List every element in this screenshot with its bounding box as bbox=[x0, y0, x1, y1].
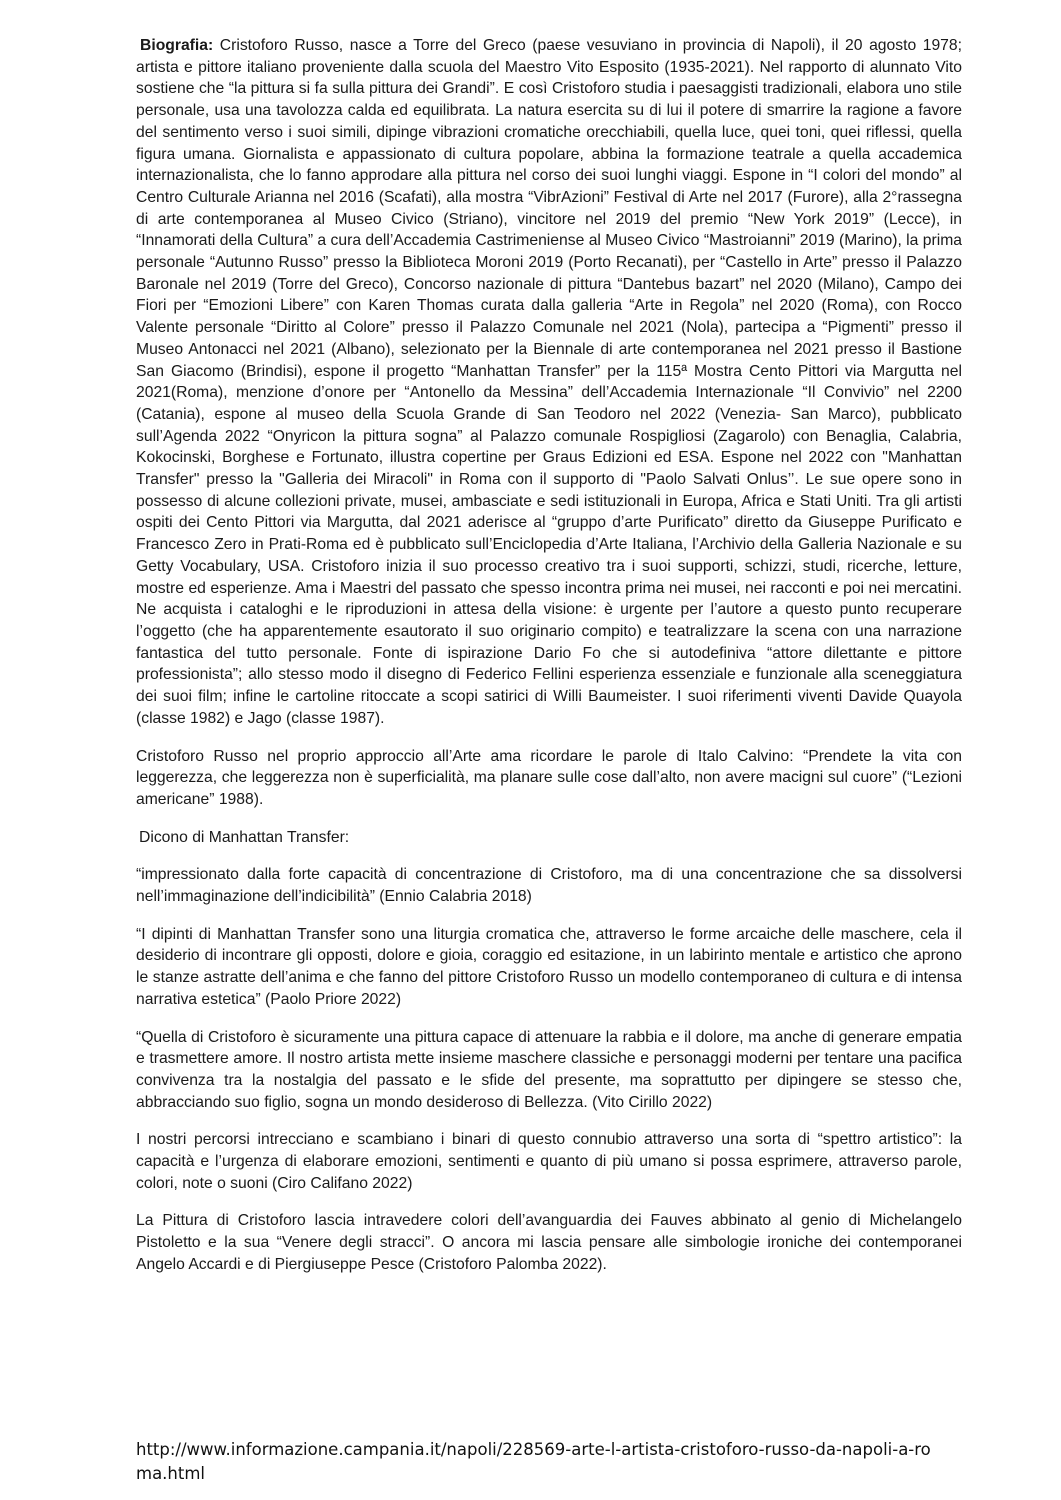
biography-paragraph bbox=[136, 35, 962, 730]
quote-priore: “I dipinti di Manhattan Transfer sono una liturgia cromatica che, attraverso le forme arcaiche delle maschere, cela il desiderio di incontrare gli opposti, dolore e gioia, coraggio ed esitazione, in un labirinto mentale e artistico che aprono le stanze astratte dell’anima e che fanno del pittore Cristoforo Russo un modello contemporaneo di cultura e di intensa narrativa estetica” (Paolo Priore 2022) bbox=[136, 925, 962, 1008]
quote-califano: I nostri percorsi intrecciano e scambiano i binari di questo connubio attraverso una sorta di “spettro artistico”: la capacità e l’urgenza di elaborare emozioni, sentimenti e quanto di più umano si possa esprimere, attraverso parole, colori, note o suoni (Ciro Califano 2022) bbox=[136, 1131, 962, 1192]
calvino-paragraph: Cristoforo Russo nel proprio approccio all’Arte ama ricordare le parole di Italo Calvino: “Prendete la vita con leggerezza, che leggerezza non è superficialità, ma planare sulle cose dall’alto, non avere macigni sul cuore” (“Lezioni americane” 1988). bbox=[136, 747, 962, 808]
biography-label: Biografia: bbox=[140, 37, 214, 54]
source-url-link[interactable]: http://www.informazione.campania.it/napoli/228569-arte-l-artista-cristoforo-russo-da-napoli-a-roma.html bbox=[136, 1440, 931, 1483]
quote-palomba: La Pittura di Cristoforo lascia intravedere colori dell’avanguardia dei Fauves abbinato al genio di Michelangelo Pistoletto e la sua “Venere degli stracci”. O ancora mi lascia pensare alle simbologie ironiche dei contemporanei Angelo Accardi e di Piergiuseppe Pesce (Cristoforo Palomba 2022). bbox=[136, 1212, 962, 1273]
quote-calabria: “impressionato dalla forte capacità di concentrazione di Cristoforo, ma di una concentrazione che sa dissolversi nell’immaginazione dell’indicibilità” (Ennio Calabria 2018) bbox=[136, 866, 962, 906]
biography-text: Cristoforo Russo, nasce a Torre del Greco (paese vesuviano in provincia di Napoli), il 20 agosto 1978; artista e pittore italiano proveniente dalla scuola del Maestro Vito Esposito (1935-2021). Nel rapporto di alunnato Vito sostiene che “la pittura si fa sulla pittura dei Grandi”. E così Cristoforo studia i paesaggisti tradizionali, elabora uno stile personale, usa una tavolozza calda ed equilibrata. La natura esercita su di lui il potere di smarrire la ragione a favore del sentimento verso i suoi simili, dipinge vibrazioni cromatiche orecchiabili, quella luce, quei toni, quei riflessi, quella figura umana. Giornalista e appassionato di cultura popolare, abbina la formazione teatrale a quella accademica internazionalista, che lo fanno approdare alla pittura nel corso dei suoi lunghi viaggi. Espone in “I colori del mondo” al Centro Culturale Arianna nel 2016 (Scafati), alla mostra “VibrAzioni” Festival di Arte nel 2017 (Furore), alla 2°rassegna di arte contemporanea al Museo Civico (Striano), vincitore nel 2019 del premio “New York 2019” (Lecce), in “Innamorati della Cultura” a cura dell’Accademia Castrimeniense al Museo Civico “Mastroianni” 2019 (Marino), la prima personale “Autunno Russo” presso la Biblioteca Moroni 2019 (Porto Recanati), per “Castello in Arte” presso il Palazzo Baronale nel 2019 (Torre del Greco), Concorso nazionale di pittura “Dantebus bazart” nel 2020 (Milano), Campo dei Fiori per “Emozioni Libere” con Karen Thomas curata dalla galleria “Arte in Regola” nel 2020 (Roma), con Rocco Valente personale “Diritto al Colore” presso il Palazzo Comunale nel 2021 (Nola), partecipa a “Pigmenti” presso il Museo Antonacci nel 2021 (Albano), selezionato per la Biennale di arte contemporanea nel 2021 presso il Bastione San Giacomo (Brindisi), espone il progetto “Manhattan Transfer” per la 115ª Mostra Cento Pittori via Margutta nel 2021(Roma), menzione d’onore per “Antonello da Messina” dell’Accademia Internazionale “Il Convivio” nel 2200 (Catania), espone al museo della Scuola Grande di San Teodoro nel 2022 (Venezia- San Marco), pubblicato sull’Agenda 2022 “Onyricon la pittura sogna” al Palazzo comunale Rospigliosi (Zagarolo) con Benaglia, Calabria, Kokocinski, Borghese e Fortunato, illustra copertine per Graus Edizioni ed ESA. Espone nel 2022 con "Manhattan Transfer" presso la "Galleria dei Miracoli" in Roma con il supporto di "Paolo Salvati Onlus’’. Le sue opere sono in possesso di alcune collezioni private, musei, ambasciate e sedi istituzionali in Europa, Africa e Stati Uniti. Tra gli artisti ospiti dei Cento Pittori via Margutta, dal 2021 aderisce al “gruppo d’arte Purificato” diretto da Giuseppe Purificato e Francesco Zero in Prati-Roma ed è pubblicato sull’Enciclopedia d’Arte Italiana, l’Archivio della Galleria Nazionale e su Getty Vocabulary, USA. Cristoforo inizia il suo processo creativo tra i suoi supporti, schizzi, studi, ricerche, letture, mostre ed esperienze. Ama i Maestri del passato che spesso incontra prima nei musei, nei racconti e poi nei mercatini. Ne acquista i cataloghi e le riproduzioni in attesa della visione: è urgente per l’autore a questo punto recuperare l’oggetto (che ha apparentemente esautorato il suo originario compito) e teatralizzare la scena con una narrazione fantastica del tutto personale. Fonte di ispirazione Dario Fo che si autodefiniva “attore dilettante e pittore professionista”; allo stesso modo il disegno di Federico Fellini esperienza essenziale e funzionale alla sceneggiatura dei suoi film; infine le cartoline ritoccate a scopi satirici di Willi Baumeister. I suoi riferimenti viventi Davide Quayola (classe 1982) e Jago (classe 1987). bbox=[136, 37, 962, 727]
document-body bbox=[136, 35, 962, 1292]
quotes-heading: Dicono di Manhattan Transfer: bbox=[139, 828, 350, 846]
quote-cirillo: “Quella di Cristoforo è sicuramente una pittura capace di attenuare la rabbia e il dolore, ma anche di generare empatia e trasmettere amore. Il nostro artista mette insieme maschere classiche e personaggi moderni per tentare una pacifica convivenza tra la nostalgia del passato e le sfide del presente, ma soprattutto per dipingere se stesso che, abbracciando suo figlio, sogna un mondo desideroso di Bellezza. (Vito Cirillo 2022) bbox=[136, 1028, 962, 1111]
